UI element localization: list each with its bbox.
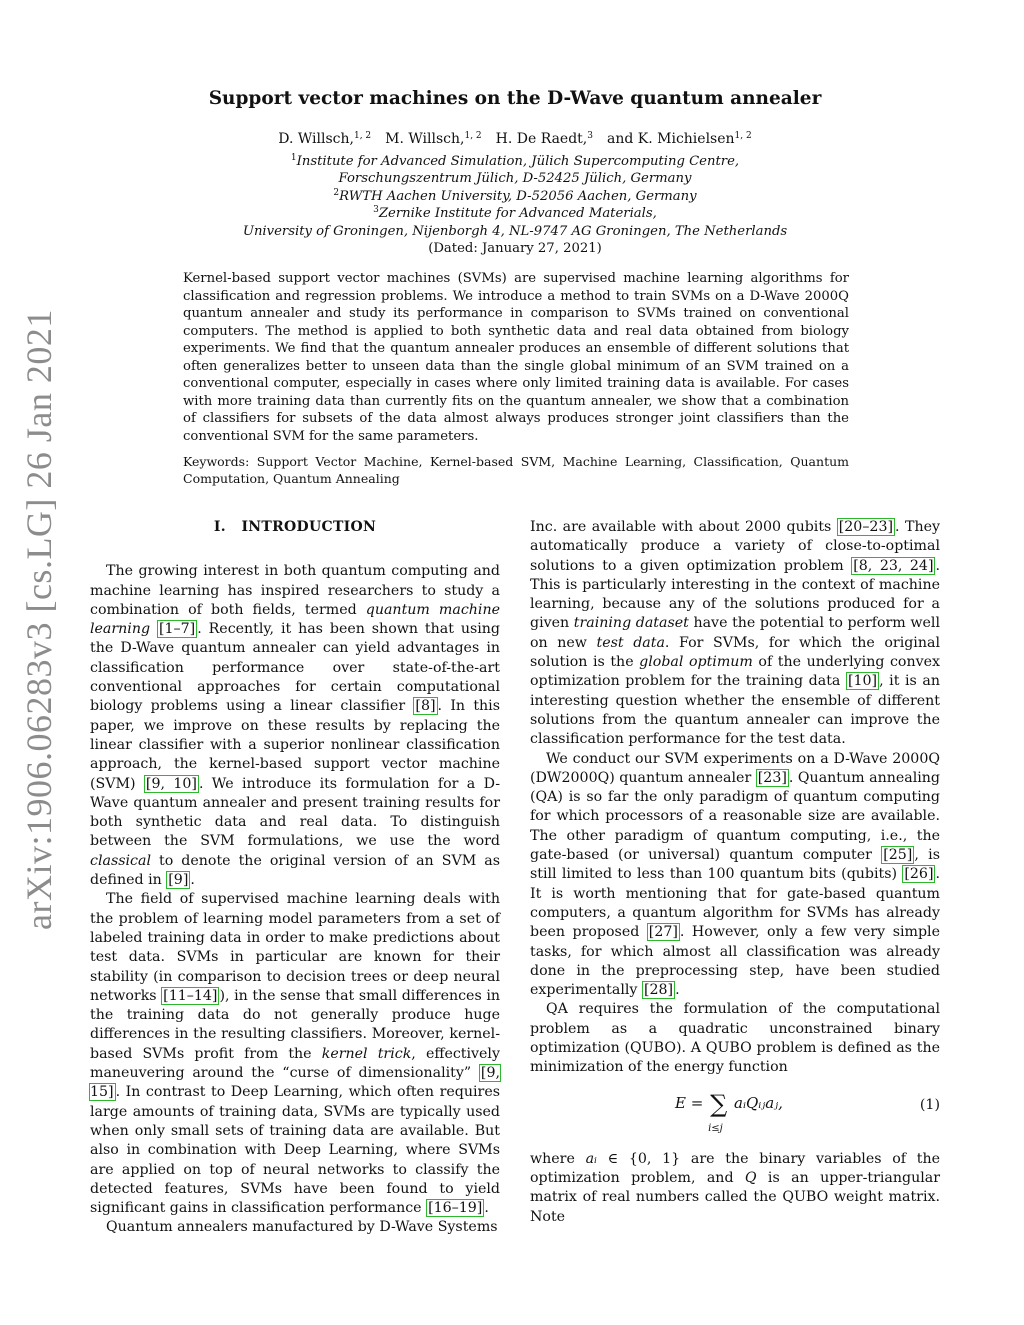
section-heading — [90, 518, 500, 537]
left-column-body — [90, 562, 500, 1237]
body-paragraph — [530, 1000, 940, 1077]
text-run: have the potential to perform well on new — [530, 615, 940, 651]
emphasis-text: aᵢ — [585, 1150, 597, 1167]
body-paragraph — [90, 562, 500, 890]
text-run: We conduct our SVM experiments on a D-Wave 2000Q (DW2000Q) quantum annealer — [530, 750, 940, 786]
author-affiliation-marker: 1, 2 — [353, 131, 372, 141]
author-name: M. Willsch, — [371, 131, 465, 147]
affiliation-number: 1 — [290, 153, 297, 163]
citation-link[interactable]: [1–7] — [158, 621, 196, 638]
text-run: . In contrast to Deep Learning, which often requires large amounts of training data, SVMs are typically used when only small sets of training data are available. But also in combination with Deep Learning, where SVMs are applied on top of neural networks to classify the detected features, SVMs have been found to yield significant gains in classification performance — [90, 1084, 500, 1217]
affiliation-text: RWTH Aachen University, D-52056 Aachen, Germany — [339, 188, 697, 204]
citation-link[interactable]: [8, 23, 24] — [853, 557, 934, 574]
text-run: The field of supervised machine learning deals with the problem of learning model parameters from a set of labeled training data in order to make predictions about test data. SVMs in particular are known for their stability (in comparison to decision trees or deep neural networks — [90, 891, 500, 1004]
equation-body — [675, 1089, 783, 1134]
paper-header — [170, 88, 860, 257]
author-name: and K. Michielsen — [593, 131, 735, 147]
text-run: QA requires the formulation of the computational problem as a quadratic unconstrained binary optimization (QUBO). A QUBO problem is defined as the minimization of the energy function — [530, 1001, 940, 1076]
left-column — [90, 518, 500, 1238]
text-run: . However, only a few very simple tasks, for which almost all classification was already done in the preprocessing step, have been studied experimentally — [530, 924, 940, 999]
affiliation-line — [170, 223, 860, 240]
equation-number: (1) — [919, 1096, 940, 1113]
text-run: ), in the sense that small differences in the training data do not generally produce huge differences in the resulting classifiers. Moreover, kernel-based SVMs profit from the — [90, 987, 500, 1062]
abstract: Kernel-based support vector machines (SVMs) are supervised machine learning algorithms for classification and regression problems. We introduce a method to train SVMs on a D-Wave 2000Q quantum annealer and study its performance in comparison to SVMs trained on conventional computers. The method is applied to both synthetic data and real data obtained from biology experiments. We find that the quantum annealer produces an ensemble of different solutions that often generalizes better to unseen data than the single global minimum of an SVM trained on a conventional computer, especially in cases where only limited training data is available. For cases with more training data than currently fits on the quantum annealer, we show that a combination of classifiers for subsets of the data almost always produces stronger joint classifiers than the conventional SVM for the same parameters. — [183, 271, 849, 444]
text-run: . In this paper, we improve on these results by replacing the linear classifier with a superior nonlinear classification approach, the kernel-based support vector machine (SVM) — [90, 698, 501, 792]
text-run: . We introduce its formulation for a D-Wave quantum annealer and present training results for both synthetic data and real data. To distinguish between the SVM formulations, we use the word — [90, 775, 501, 850]
body-paragraph — [530, 750, 940, 1001]
author-affiliation-marker: 1, 2 — [734, 131, 752, 141]
text-run: . Quantum annealing (QA) is so far the only paradigm of quantum computing for which processors of a reasonable size are available. The other paradigm of quantum computing, i.e., the gate-based (or universal) quantum computer — [530, 769, 940, 864]
text-run: . This is particularly interesting in the context of machine learning, because any of the solutions produced for a given — [530, 557, 940, 632]
citation-link[interactable]: [11–14] — [163, 987, 218, 1004]
citation-link[interactable]: [9, 15] — [90, 1065, 500, 1101]
citation-link[interactable]: [8] — [415, 698, 436, 715]
affiliation-list — [170, 153, 860, 240]
text-run: Inc. are available with about 2000 qubits — [530, 519, 837, 535]
text-run: The growing interest in both quantum computing and machine learning has inspired researchers to study a combination of both fields, termed — [90, 563, 500, 618]
affiliation-number: 2 — [333, 187, 340, 198]
paper-title: Support vector machines on the D-Wave quantum annealer — [208, 88, 822, 109]
equation-lhs: E = — [675, 1093, 704, 1112]
sum-subscript: i≤j — [708, 1122, 723, 1134]
affiliation-text: Zernike Institute for Advanced Materials, — [378, 206, 657, 222]
text-run: is an upper-triangular matrix of real numbers called the QUBO weight matrix. Note — [530, 1169, 940, 1225]
text-run: , is still limited to less than 100 quantum bits (qubits) — [530, 847, 941, 883]
emphasis-text: global optimum — [639, 654, 753, 671]
text-run: . For SVMs, for which the original solution is the — [530, 634, 940, 671]
affiliation-text: Forschungszentrum Jülich, D-52425 Jülich, Germany — [338, 171, 692, 187]
author-affiliation-marker: 1, 2 — [464, 131, 482, 141]
author-name: H. De Raedt, — [481, 131, 588, 147]
citation-link[interactable]: [26] — [904, 866, 934, 883]
body-paragraph — [530, 1150, 940, 1227]
sum-symbol — [708, 1089, 728, 1134]
dated-line: (Dated: January 27, 2021) — [428, 241, 602, 257]
emphasis-text: test data — [596, 634, 665, 651]
text-run: . They automatically produce a variety of close-to-optimal solutions to a given optimization problem — [530, 519, 940, 574]
right-column — [530, 518, 940, 1227]
emphasis-text: classical — [90, 852, 151, 869]
equation-term: aᵢQᵢⱼaⱼ, — [734, 1093, 783, 1112]
affiliation-text: University of Groningen, Nijenborgh 4, NL-9747 AG Groningen, The Netherlands — [242, 223, 788, 239]
affiliation-line — [170, 153, 860, 170]
right-column-body-bottom — [530, 1150, 940, 1227]
body-paragraph — [90, 1218, 500, 1237]
sum-glyph: ∑ — [710, 1089, 728, 1118]
citation-link[interactable]: [9, 10] — [145, 775, 197, 792]
citation-link[interactable]: [20–23] — [838, 519, 894, 535]
text-run: , it is an interesting question whether the ensemble of different solutions from the quantum annealer can improve the classification performance for the test data. — [530, 673, 940, 748]
text-run: . It is worth mentioning that for gate-based quantum computers, a quantum algorithm for SVMs has already been proposed — [530, 866, 940, 941]
citation-link[interactable]: [10] — [847, 673, 878, 690]
text-run: to denote the original version of an SVM as defined in — [90, 852, 500, 889]
affiliation-text: Institute for Advanced Simulation, Jülich Supercomputing Centre, — [296, 154, 740, 169]
affiliation-line — [170, 170, 860, 187]
emphasis-text: Q — [744, 1169, 757, 1186]
citation-link[interactable]: [28] — [643, 982, 674, 999]
text-run: of the underlying convex optimization problem for the training data — [530, 654, 941, 690]
emphasis-text: training dataset — [573, 615, 689, 632]
affiliation-number: 3 — [373, 205, 379, 216]
section-number: I. — [213, 519, 226, 535]
citation-link[interactable]: [23] — [757, 769, 787, 786]
affiliation-line — [170, 205, 860, 222]
author-name: D. Willsch, — [278, 131, 354, 147]
citation-link[interactable]: [27] — [648, 924, 678, 941]
keywords: Keywords: Support Vector Machine, Kernel-based SVM, Machine Learning, Classification, Quantum Computation, Quantum Annealing — [183, 454, 849, 486]
right-column-body-top — [530, 518, 940, 1078]
author-list — [170, 131, 860, 147]
text-run: . Recently, it has been shown that using the D-Wave quantum annealer can yield advantages in classification performance over state-of-the-art conventional approaches for certain computational biology problems using a linear classifier — [90, 621, 500, 715]
text-run: . — [675, 982, 680, 999]
text-run — [150, 621, 157, 637]
citation-link[interactable]: [9] — [168, 872, 189, 889]
affiliation-line — [170, 188, 860, 205]
text-run: where — [530, 1150, 586, 1167]
citation-link[interactable]: [16–19] — [428, 1200, 483, 1217]
body-paragraph — [90, 890, 500, 1218]
text-run: ∈ {0, 1} are the binary variables of the optimization problem, and — [530, 1150, 940, 1186]
body-paragraph — [530, 518, 940, 750]
text-run: Quantum annealers manufactured by D-Wave Systems — [106, 1219, 498, 1236]
author-affiliation-marker: 3 — [587, 131, 593, 141]
emphasis-text: kernel trick — [321, 1045, 412, 1062]
arxiv-identifier: arXiv:1906.06283v3 [cs.LG] 26 Jan 2021 — [19, 309, 59, 930]
section-title: INTRODUCTION — [241, 519, 377, 535]
emphasis-text: quantum machine learning — [90, 601, 500, 638]
text-run: . — [484, 1200, 489, 1217]
equation-1 — [530, 1088, 940, 1142]
text-run: , effectively maneuvering around the “curse of dimensionality” — [90, 1045, 500, 1082]
citation-link[interactable]: [25] — [883, 847, 913, 864]
text-run: . — [190, 872, 195, 889]
